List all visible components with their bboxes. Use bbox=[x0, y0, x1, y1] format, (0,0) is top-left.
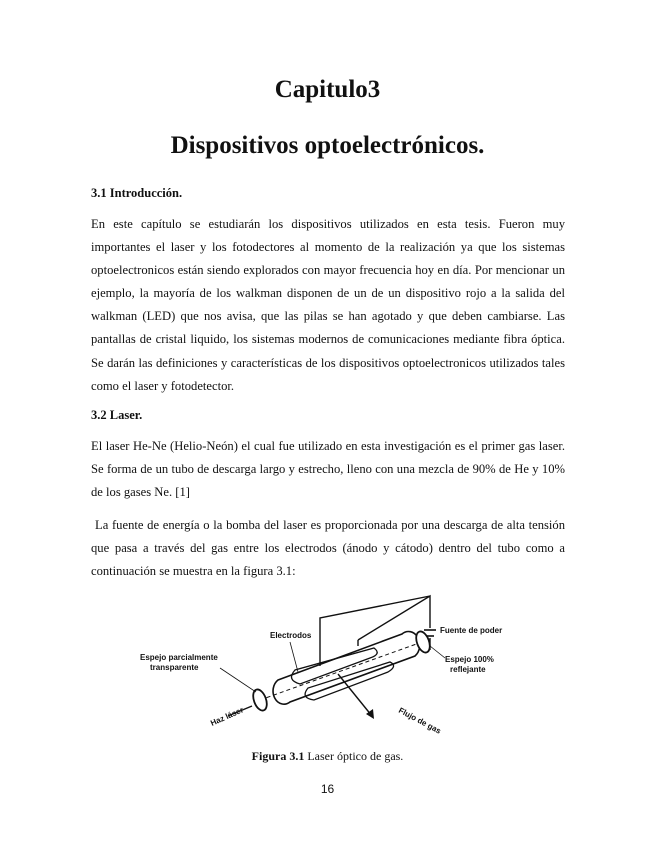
label-full-mirror-line1: Espejo 100% bbox=[445, 655, 494, 664]
leader-full-mirror bbox=[430, 646, 445, 658]
laser-axis bbox=[260, 642, 422, 700]
paragraph-laser-1: El laser He-Ne (Helio-Neón) el cual fue utilizado en esta investigación es el primer gas laser. Se forma de un tubo de descarga largo y estrecho, lleno con una mezcla de 90% de He y 10% de los gases Ne. [1] bbox=[91, 439, 565, 500]
figure-caption-text: Laser óptico de gas. bbox=[307, 749, 404, 763]
label-partial-mirror-line2: transparente bbox=[150, 663, 199, 672]
figure-caption bbox=[0, 749, 655, 764]
figure-caption-label: Figura 3.1 bbox=[251, 749, 305, 763]
laser-diagram bbox=[140, 588, 520, 738]
chapter-heading: Capitulo3 bbox=[274, 76, 381, 103]
paragraph-introduccion: En este capítulo se estudiarán los dispositivos utilizados en esta tesis. Fueron muy importantes el laser y los fotodectores al momento de la realización ya que los sistemas optoelectronicos están siendo explorados con mayor frecuencia hoy en día. Por mencionar un ejemplo, la mayoría de los walkman disponen de un de un dispositivo rojo a la salida del walkman (LED) que nos avisa, que las pilas se han agotado y que deben cambiarse. Las pantallas de cristal liquido, los sistemas modernos de comunicaciones mediante fibra óptica. Se darán las definiciones y características de los dispositivos optoelectronicos utilizados tales como el laser y fotodetector. bbox=[91, 217, 565, 393]
section-heading-introduccion: 3.1 Introducción. bbox=[91, 186, 183, 200]
label-gas-flow: Flujo de gas bbox=[397, 705, 443, 736]
page-title: Dispositivos optoelectrónicos. bbox=[170, 132, 485, 159]
full-mirror bbox=[414, 630, 433, 655]
paragraph-laser-2: La fuente de energía o la bomba del laser es proporcionada por una descarga de alta tensión que pasa a través del gas entre los electrodos (ánodo y cátodo) dentro del tubo como a continuación se muestra en la figura 3.1: bbox=[91, 518, 565, 579]
partial-mirror bbox=[251, 688, 270, 713]
label-electrodes: Electrodos bbox=[270, 631, 312, 640]
leader-electrodes bbox=[290, 642, 298, 672]
label-power-source: Fuente de poder bbox=[440, 626, 503, 635]
label-partial-mirror-line1: Espejo parcialmente bbox=[140, 653, 218, 662]
leader-partial-mirror bbox=[220, 668, 256, 692]
electrode-loop-left bbox=[291, 648, 377, 684]
page-number: 16 bbox=[320, 782, 335, 796]
section-heading-laser: 3.2 Laser. bbox=[91, 408, 143, 422]
label-full-mirror-line2: reflejante bbox=[450, 665, 486, 674]
label-laser-beam: Haz láser bbox=[209, 705, 245, 728]
discharge-tube bbox=[273, 632, 420, 705]
